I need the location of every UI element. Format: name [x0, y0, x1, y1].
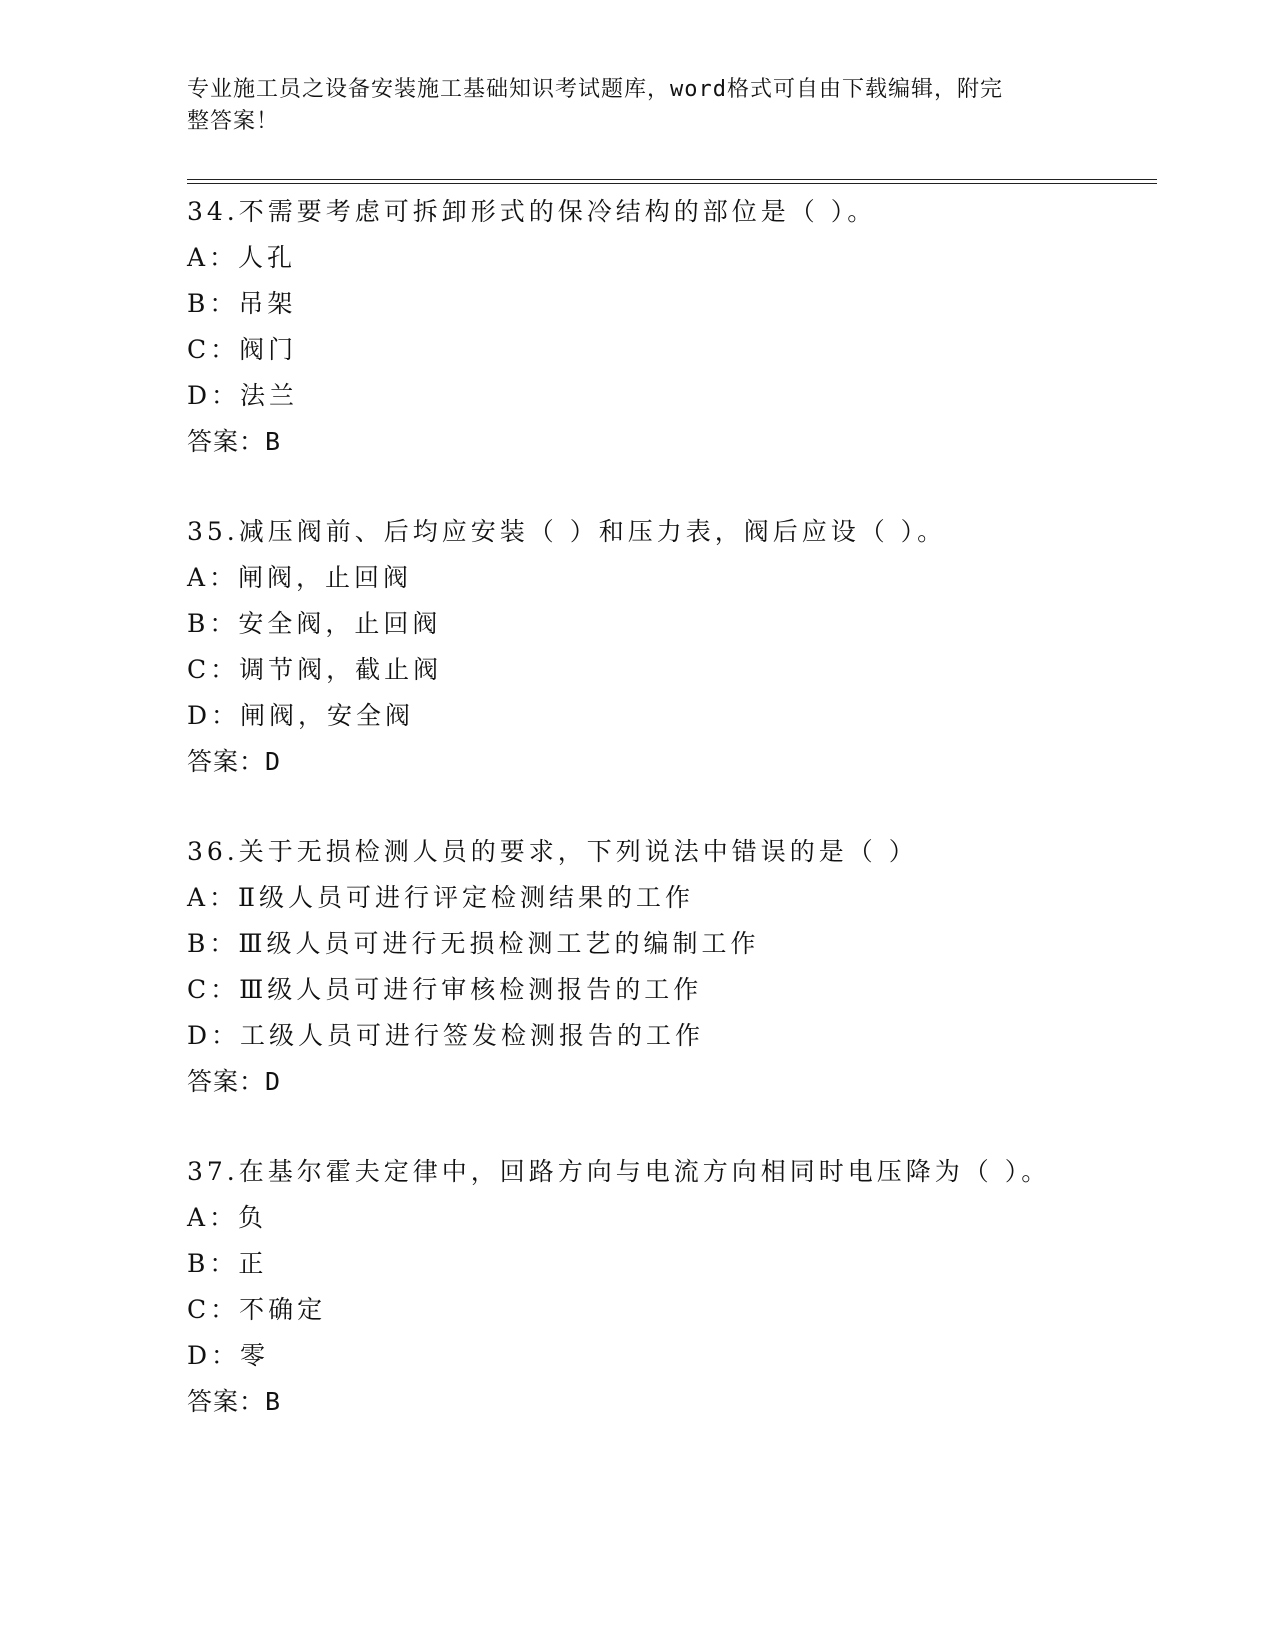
- option-d: D：零: [187, 1341, 270, 1370]
- header-line-2: 整答案！: [187, 109, 280, 134]
- option-d: D：闸阀，安全阀: [187, 701, 415, 730]
- option-a: A：负: [187, 1203, 268, 1232]
- question-36: [187, 829, 1157, 1105]
- question-stem: 35.减压阀前、后均应安装（ ）和压力表，阀后应设（ ）。: [187, 517, 947, 546]
- option-b: B：Ⅲ级人员可进行无损检测工艺的编制工作: [187, 929, 760, 958]
- question-34: [187, 189, 1157, 465]
- option-a: A：闸阀，止回阀: [187, 563, 413, 592]
- option-a: A：人孔: [187, 243, 297, 272]
- question-stem: 37.在基尔霍夫定律中，回路方向与电流方向相同时电压降为（ ）。: [187, 1157, 1051, 1186]
- option-b: B：安全阀，止回阀: [187, 609, 442, 638]
- question-stem: 34.不需要考虑可拆卸形式的保冷结构的部位是（ ）。: [187, 197, 877, 226]
- option-c: C：阀门: [187, 335, 298, 364]
- option-c: C：不确定: [187, 1295, 327, 1324]
- answer-line: 答案：B: [187, 1387, 282, 1416]
- answer-line: 答案：D: [187, 747, 282, 776]
- document-header: [187, 74, 1067, 138]
- option-d: D：工级人员可进行签发检测报告的工作: [187, 1021, 705, 1050]
- question-37: [187, 1149, 1157, 1425]
- option-c: C：调节阀，截止阀: [187, 655, 443, 684]
- option-b: B：正: [187, 1249, 268, 1278]
- answer-line: 答案：B: [187, 427, 282, 456]
- option-b: B：吊架: [187, 289, 297, 318]
- question-stem: 36.关于无损检测人员的要求，下列说法中错误的是（ ）: [187, 837, 918, 866]
- answer-line: 答案：D: [187, 1067, 282, 1096]
- header-line-1: 专业施工员之设备安装施工基础知识考试题库，word格式可自由下载编辑，附完: [187, 77, 1003, 102]
- header-divider-top: [187, 179, 1157, 180]
- option-d: D：法兰: [187, 381, 299, 410]
- header-divider-bottom: [187, 183, 1157, 184]
- option-a: A：Ⅱ级人员可进行评定检测结果的工作: [187, 883, 695, 912]
- question-35: [187, 509, 1157, 785]
- option-c: C：Ⅲ级人员可进行审核检测报告的工作: [187, 975, 703, 1004]
